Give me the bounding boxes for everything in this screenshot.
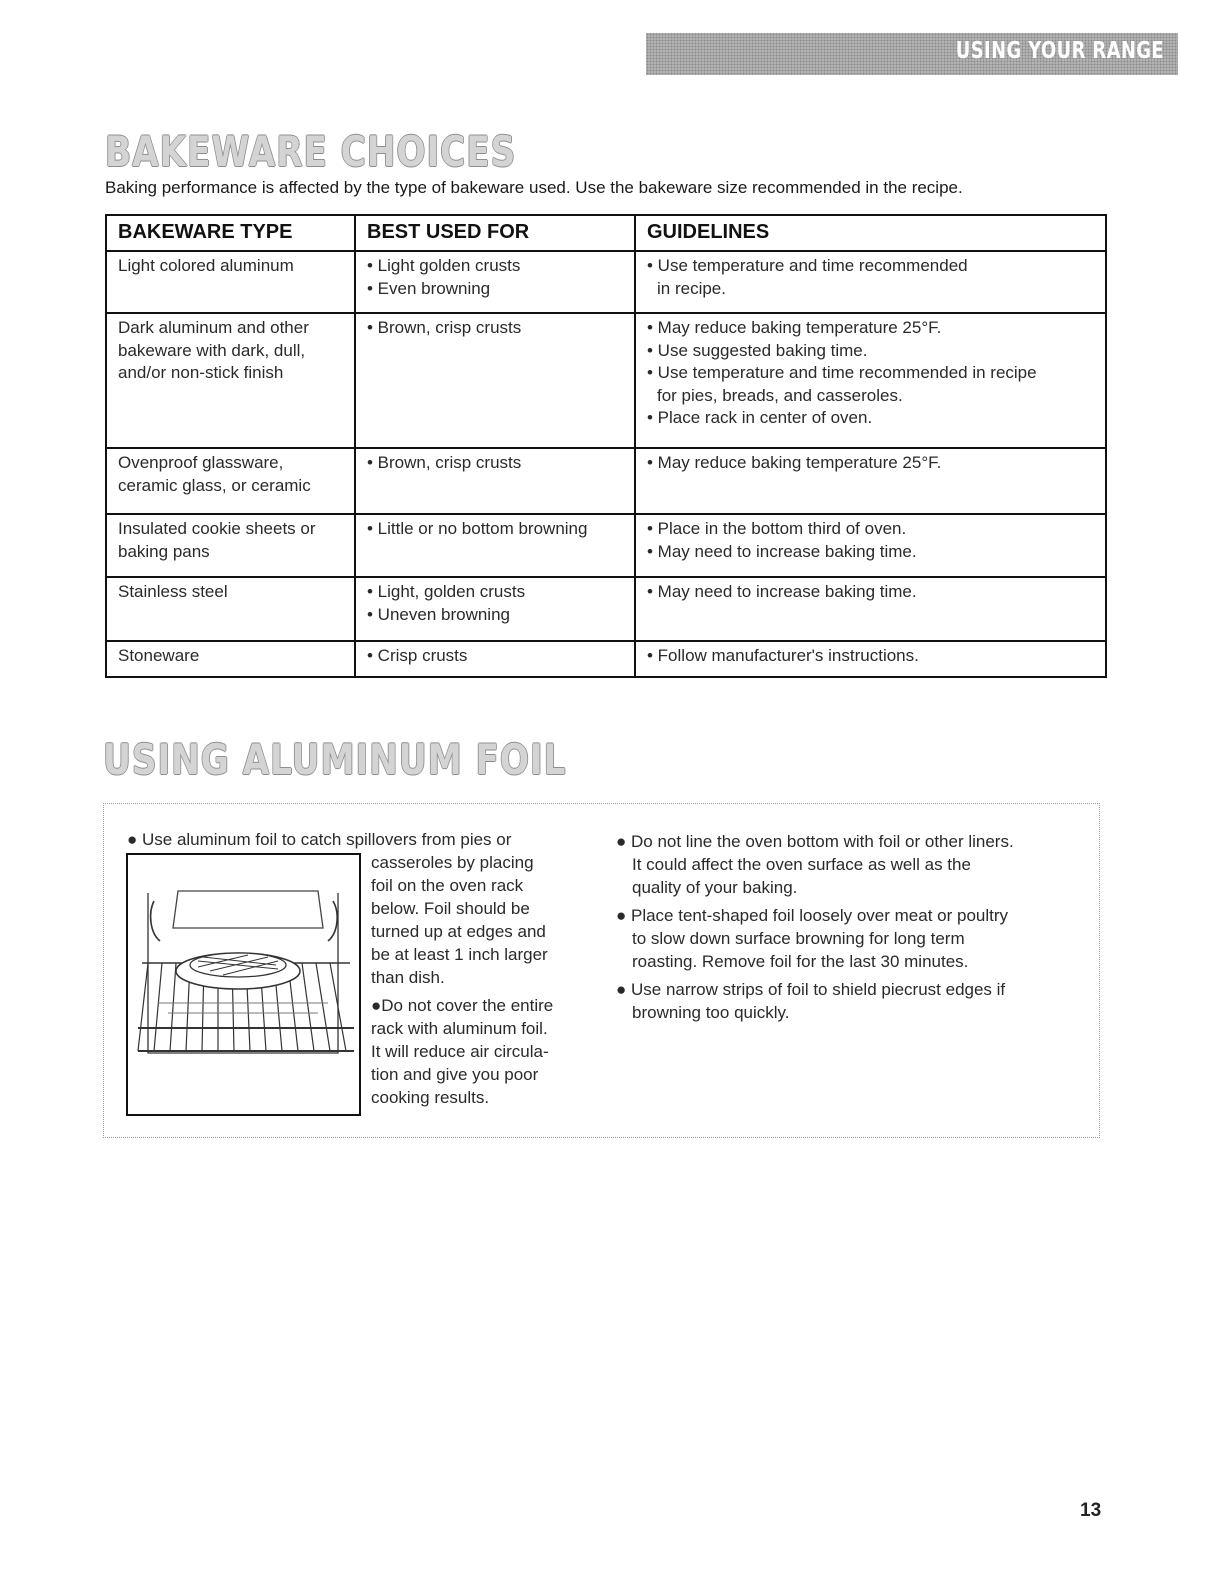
foil-right-line: browning too quickly.	[632, 1003, 790, 1022]
cell-line: ceramic glass, or ceramic	[118, 475, 311, 495]
guide-cell	[635, 448, 1106, 514]
column-header-best-used: BEST USED FOR	[355, 215, 635, 251]
cell-line: • Little or no bottom browning	[367, 519, 588, 538]
cell-line: • Use temperature and time recommended in recipe	[647, 363, 1037, 382]
best-cell	[355, 448, 635, 514]
section-header-title: USING YOUR RANGE	[955, 38, 1164, 64]
foil-right-line: It could affect the oven surface as well as the	[632, 855, 971, 874]
foil-wrap-line: turned up at edges and	[371, 922, 546, 941]
cell-line: • May reduce baking temperature 25°F.	[647, 318, 942, 337]
best-cell	[355, 577, 635, 641]
cell-line: Stainless steel	[118, 582, 228, 601]
bakeware-intro: Baking performance is affected by the type of bakeware used. Use the bakeware size recommended in the recipe.	[105, 178, 963, 197]
foil-second-line: cooking results.	[371, 1088, 490, 1107]
guide-cell	[635, 313, 1106, 448]
cell-line: • May reduce baking temperature 25°F.	[647, 453, 942, 472]
cell-line: Insulated cookie sheets or	[118, 519, 316, 538]
foil-bullet-tent-shaped: ● Place tent-shaped foil loosely over meat or poultry	[616, 906, 1009, 925]
foil-right-line: to slow down surface browning for long term	[632, 929, 965, 948]
cell-line: • Place rack in center of oven.	[647, 408, 873, 427]
cell-line: • Uneven browning	[367, 604, 510, 624]
guide-cell	[635, 251, 1106, 313]
cell-line: baking pans	[118, 541, 210, 561]
cell-line: • Place in the bottom third of oven.	[647, 519, 907, 538]
bakeware-table-header	[106, 215, 1106, 251]
foil-wrap-line: below. Foil should be	[371, 899, 530, 918]
best-cell	[355, 313, 635, 448]
oven-rack-illustration	[126, 853, 361, 1116]
table-row	[106, 448, 1106, 514]
foil-bullet-catch-spillovers: ● Use aluminum foil to catch spillovers from pies or	[127, 830, 512, 849]
cell-line: • Brown, crisp crusts	[367, 318, 522, 337]
cell-line: • Even browning	[367, 278, 491, 298]
foil-wrap-line: be at least 1 inch larger	[371, 945, 548, 964]
type-cell	[106, 577, 355, 641]
foil-second-line: rack with aluminum foil.	[371, 1019, 548, 1038]
table-row	[106, 251, 1106, 313]
foil-second-line: tion and give you poor	[371, 1065, 539, 1084]
table-row	[106, 577, 1106, 641]
column-header-guidelines: GUIDELINES	[635, 215, 1106, 251]
table-row	[106, 641, 1106, 677]
table-row	[106, 313, 1106, 448]
foil-bullet-do-not-line: ● Do not line the oven bottom with foil or other liners.	[616, 832, 1014, 851]
oven-rack-foil-icon	[128, 853, 361, 1114]
cell-line: • Crisp crusts	[367, 646, 468, 665]
guide-cell	[635, 577, 1106, 641]
best-cell	[355, 641, 635, 677]
type-cell	[106, 448, 355, 514]
cell-line: • Use temperature and time recommended	[647, 256, 968, 275]
illustration-frame-top	[126, 853, 361, 855]
guide-cell	[635, 514, 1106, 577]
cell-line: Dark aluminum and other	[118, 318, 309, 337]
cell-line: in recipe.	[657, 278, 726, 298]
foil-second-line: It will reduce air circula-	[371, 1042, 549, 1061]
best-cell	[355, 251, 635, 313]
bakeware-table	[105, 214, 1107, 678]
foil-right-line: quality of your baking.	[632, 878, 798, 897]
cell-line: Ovenproof glassware,	[118, 453, 284, 472]
cell-line: • Light, golden crusts	[367, 582, 526, 601]
cell-line: • May need to increase baking time.	[647, 541, 917, 561]
aluminum-foil-title: USING ALUMINUM FOIL	[103, 735, 567, 784]
cell-line: • Follow manufacturer's instructions.	[647, 646, 919, 665]
foil-bullet-do-not-cover: ●Do not cover the entire	[371, 996, 554, 1015]
illustration-frame-right	[359, 853, 361, 1116]
guide-cell	[635, 641, 1106, 677]
foil-right-line: roasting. Remove foil for the last 30 minutes.	[632, 952, 969, 971]
foil-wrap-line: than dish.	[371, 968, 445, 987]
column-header-type: BAKEWARE TYPE	[106, 215, 355, 251]
section-header-band	[646, 33, 1178, 75]
best-cell	[355, 514, 635, 577]
cell-line: for pies, breads, and casseroles.	[657, 385, 903, 405]
cell-line: Light colored aluminum	[118, 256, 294, 275]
cell-line: • Brown, crisp crusts	[367, 453, 522, 472]
type-cell	[106, 514, 355, 577]
cell-line: bakeware with dark, dull,	[118, 340, 306, 360]
type-cell	[106, 313, 355, 448]
type-cell	[106, 251, 355, 313]
foil-bullet-narrow-strips: ● Use narrow strips of foil to shield piecrust edges if	[616, 980, 1006, 999]
foil-wrap-line: casseroles by placing	[371, 853, 534, 872]
cell-line: Stoneware	[118, 646, 200, 665]
cell-line: • Use suggested baking time.	[647, 340, 868, 360]
foil-wrap-line: foil on the oven rack	[371, 876, 524, 895]
table-row	[106, 514, 1106, 577]
cell-line: and/or non-stick finish	[118, 363, 284, 382]
cell-line: • Light golden crusts	[367, 256, 521, 275]
cell-line: • May need to increase baking time.	[647, 582, 917, 601]
type-cell	[106, 641, 355, 677]
bakeware-choices-title: BAKEWARE CHOICES	[105, 127, 517, 176]
page-number: 13	[1080, 1500, 1102, 1521]
